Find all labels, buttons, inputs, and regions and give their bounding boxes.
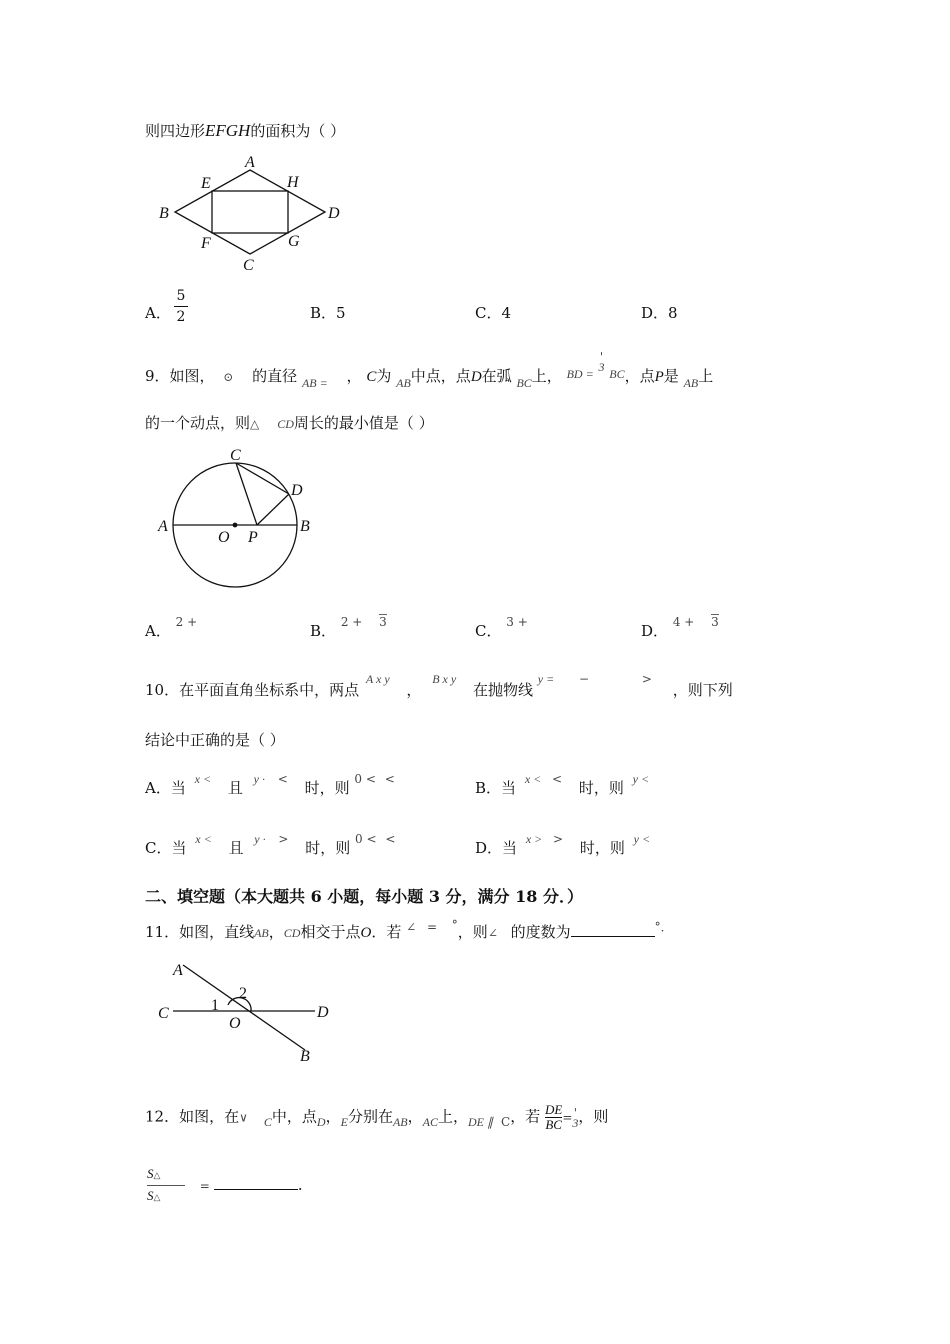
- q9-figure-circle: [150, 440, 325, 595]
- q10-line2: 结论中正确的是（ ）: [145, 731, 285, 749]
- section-2-heading: 二、填空题（本大题共 6 小题，每小题 3 分，满分 18 分．）: [145, 887, 583, 906]
- q8-stem: 则四边形EFGH的面积为（ ）: [145, 121, 346, 140]
- label-d: D: [328, 205, 340, 222]
- q9-option-b[interactable]: B． $^{2 +}$ $^3$: [310, 615, 387, 640]
- label-c: C: [230, 447, 241, 464]
- q9-line2: 的一个动点，则△ CD周长的最小值是（ ）: [145, 414, 434, 432]
- label-g: G: [288, 233, 300, 250]
- segment-pd: [257, 494, 289, 525]
- circle-symbol: ⊙: [223, 370, 234, 384]
- q8-option-d[interactable]: D．8: [641, 304, 678, 322]
- q9-line1: 9．如图， ⊙ 的直径 $_{AB =}$ ， C为 $_{AB}$中点，点D在弧 $_{BC}$上， $^{BD =}$ ' 3 $^{BC}$，点P是 $_{AB}$上: [145, 350, 714, 390]
- label-a: A: [245, 154, 255, 171]
- q11-answer-blank[interactable]: [571, 936, 655, 937]
- label-f: F: [201, 235, 211, 252]
- q10-option-a[interactable]: A．当 $^{x <}$ 且 $^{y \cdot}$ < 时，则 $^{0 <}$ <: [145, 772, 395, 797]
- q8-option-b[interactable]: B．5: [310, 304, 346, 322]
- segment-cp: [236, 463, 257, 525]
- q8-option-a-fraction: 5 2: [174, 288, 188, 325]
- q10-option-d[interactable]: D．当 $^{x >}$ > 时，则 $^{y <}$: [475, 832, 651, 857]
- rectangle-efgh: [212, 191, 288, 233]
- q10-option-c[interactable]: C．当 $^{x <}$ 且 $^{y \cdot}$ > 时，则 $^{0 <}$ <: [145, 832, 396, 857]
- label-d: D: [291, 482, 303, 499]
- q11-line: 11．如图，直线AB，CD相交于点O．若 ∠ = °，则∠ 的度数为 °．: [145, 918, 673, 941]
- label-c: C: [158, 1005, 169, 1022]
- label-angle-1: 1: [211, 997, 219, 1014]
- q12-line: 12．如图，在∨ $_C$中，点$_D$，$_E$分别在$_{AB}$，$_{AC}$上，$_{DE \parallel}$ $_C$，若 $\frac{DE}{BC}='$ 3，则: [145, 1102, 609, 1132]
- q8-option-c[interactable]: C．4: [475, 304, 512, 322]
- center-dot: [233, 523, 238, 528]
- segment-cd: [236, 463, 289, 494]
- label-e: E: [201, 175, 211, 192]
- q9-option-c[interactable]: C． $^{3 +}$: [475, 615, 528, 640]
- line-ab: [183, 965, 305, 1050]
- label-angle-2: 2: [239, 985, 247, 1002]
- label-p: P: [248, 529, 258, 546]
- q8-figure-rhombus: [150, 150, 350, 280]
- label-a: A: [158, 518, 168, 535]
- label-a: A: [173, 962, 183, 979]
- label-b: B: [300, 518, 310, 535]
- label-o: O: [229, 1015, 241, 1032]
- label-b: B: [159, 205, 169, 222]
- label-c: C: [243, 257, 254, 274]
- q8-option-a[interactable]: A．: [145, 304, 171, 322]
- q12-answer-blank[interactable]: [214, 1189, 298, 1190]
- label-b: B: [300, 1048, 310, 1065]
- rhombus-abcd: [175, 170, 325, 254]
- triangle-symbol: △: [250, 417, 260, 431]
- label-d: D: [317, 1004, 329, 1021]
- q10-option-b[interactable]: B．当 $^{x <}$ < 时，则 $^{y <}$: [475, 772, 650, 797]
- q9-option-d[interactable]: D． $^{4 +}$ $^3$: [641, 615, 719, 640]
- label-h: H: [287, 174, 299, 191]
- q9-option-a[interactable]: A． $^{2 +}$: [145, 615, 198, 640]
- label-o: O: [218, 529, 230, 546]
- q12-ratio: S△ S△ = ．: [147, 1164, 313, 1207]
- q10-line1: 10．在平面直角坐标系中，两点 $^{A x y}$ ， $^{B x y}$ 在抛物线 $^{y =}$ − > ，则下列: [145, 672, 733, 699]
- q11-figure-lines: [155, 958, 335, 1068]
